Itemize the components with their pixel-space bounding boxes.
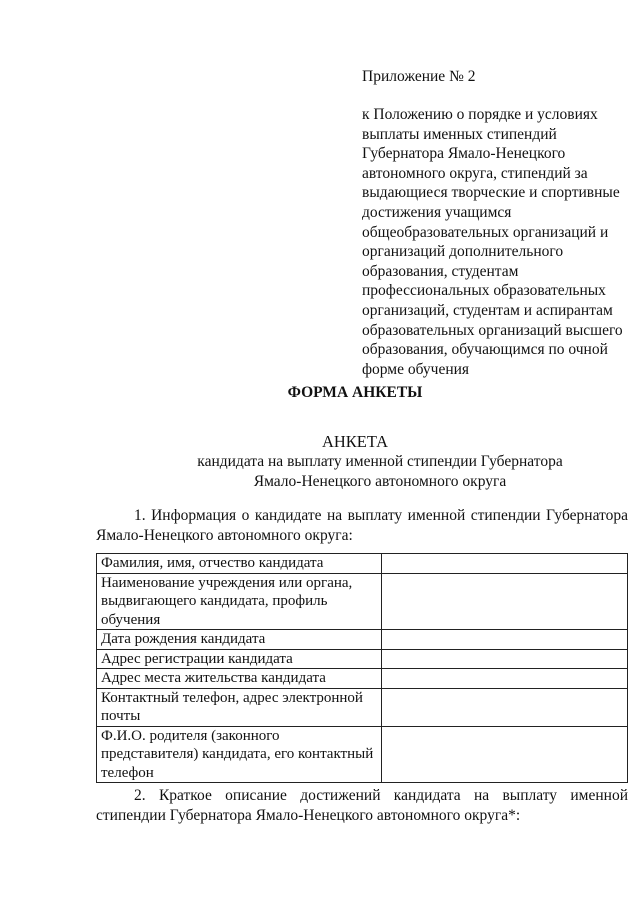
row-value-registration-address[interactable] <box>382 649 628 669</box>
row-value-full-name[interactable] <box>382 554 628 574</box>
table-row <box>97 669 628 689</box>
table-row <box>97 554 628 574</box>
row-value-institution[interactable] <box>382 573 628 630</box>
row-value-contacts[interactable] <box>382 688 628 726</box>
row-label-birth-date: Дата рождения кандидата <box>97 630 382 650</box>
table-row <box>97 726 628 783</box>
anketa-subtitle <box>100 452 640 491</box>
table-row <box>97 649 628 669</box>
row-value-parent-info[interactable] <box>382 726 628 783</box>
row-value-birth-date[interactable] <box>382 630 628 650</box>
appendix-title: Приложение № 2 <box>362 68 476 85</box>
row-value-residence-address[interactable] <box>382 669 628 689</box>
table-row <box>97 630 628 650</box>
appendix-reference: к Положению о порядке и условиях выплаты именных стипендий Губернатора Ямало-Ненецкого автономного округа, стипендий за выдающиеся творческие и спортивные достижения учащимся общеобразовательных организаций и организаций дополнительного образования, студентам профессиональных образовательных организаций, студентам и аспирантам образовательных организаций высшего образования, обучающимся по очной форме обучения <box>362 106 623 378</box>
anketa-subtitle-line-2: Ямало-Ненецкого автономного округа <box>253 472 507 490</box>
row-label-contacts: Контактный телефон, адрес электронной почты <box>97 688 382 726</box>
section-1-heading: 1. Информация о кандидате на выплату именной стипендии Губернатора Ямало-Ненецкого автономного округа: <box>96 507 628 544</box>
anketa-subtitle-line-1: кандидата на выплату именной стипендии Губернатора <box>197 453 563 470</box>
table-row <box>97 573 628 630</box>
row-label-full-name: Фамилия, имя, отчество кандидата <box>97 554 382 574</box>
anketa-title: АНКЕТА <box>321 432 389 451</box>
row-label-residence-address: Адрес места жительства кандидата <box>97 669 382 689</box>
table-row <box>97 688 628 726</box>
row-label-parent-info: Ф.И.О. родителя (законного представителя) кандидата, его контактный телефон <box>97 726 382 783</box>
row-label-registration-address: Адрес регистрации кандидата <box>97 649 382 669</box>
form-heading: ФОРМА АНКЕТЫ <box>287 384 423 401</box>
section-2-heading: 2. Краткое описание достижений кандидата на выплату именной стипендии Губернатора Ямало-Ненецкого автономного округа*: <box>96 787 628 824</box>
row-label-institution: Наименование учреждения или органа, выдвигающего кандидата, профиль обучения <box>97 573 382 630</box>
candidate-info-table <box>96 553 628 783</box>
